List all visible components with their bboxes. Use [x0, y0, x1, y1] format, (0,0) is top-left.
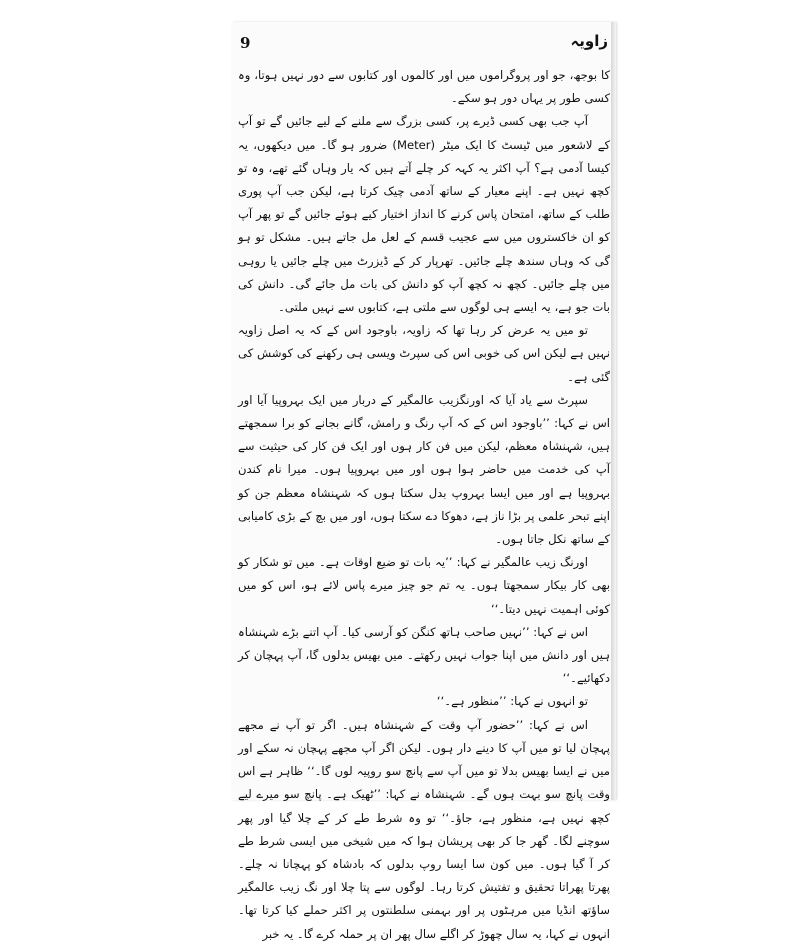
paragraph: کا بوجھ، جو اور پروگراموں میں اور کالموں اور کتابوں سے دور نہیں ہوتا، وہ کسی طور پر یہاں دور ہو سکے۔: [238, 68, 610, 106]
paragraph: تو میں یہ عرض کر رہا تھا کہ زاویہ، باوجود اس کے کہ یہ اصل زاویہ نہیں ہے لیکن اس کی خوبی اس کی سپرٹ ویسی ہی رکھنے کی کوشش کی گئی ہے۔: [238, 323, 610, 384]
body-text: [238, 64, 611, 941]
paragraph: اس نے کہا: ’’حضور آپ وقت کے شہنشاہ ہیں۔ اگر تو آپ نے مجھے پہچان لیا تو میں آپ کا دینے دار ہوں۔ لیکن اگر آپ مجھے پہچان نہ سکے اور میں نے ایسا بھیس بدلا تو میں آپ سے پانچ سو روپیہ لوں گا۔‘‘ ظاہر ہے اس وقت پانچ سو بہت ہوں گے۔ شہنشاہ نے کہا: ’’ٹھیک ہے۔ پانچ سو میرے لیے کچھ نہیں ہے، منظور ہے، جاؤ۔‘‘ تو وہ شرط طے کر کے چلا گیا اور پھر سوچنے لگا۔ گھر جا کر بھی پریشان ہوا کہ میں شیخی میں ایسی شرط طے کر آ گیا ہوں۔ میں کون سا ایسا روپ بدلوں کہ بادشاہ کو پہچانا نہ چلے۔ پھرتا پھراتا تحقیق و تفتیش کرتا رہا۔ لوگوں سے پتا چلا اور نگ زیب عالمگیر ساؤتھ انڈیا میں مرہٹوں پر اور بہمنی سلطنتوں پر اکثر حملے کیا کرتا تھا۔ انہوں نے کہا، یہ سال چھوڑ کر اگلے سال پھر ان پر حملہ کرے گا۔ یہ خبر: [238, 717, 610, 941]
page-header: [232, 34, 616, 58]
paragraph: تو انہوں نے کہا: ’’منظور ہے۔‘‘: [436, 694, 588, 709]
book-page: [232, 22, 616, 941]
paragraph: آپ جب بھی کسی ڈیرے پر، کسی بزرگ سے ملنے کے لیے جائیں گے تو آپ کے لاشعور میں ٹیسٹ کا ایک میٹر (Meter) ضرور ہو گا۔ میں دیکھوں، یہ کیسا آدمی ہے؟ آپ اکثر یہ کہہ کر چلے آتے ہیں کہ یار وہاں گئے تھے، وہ تو کچھ نہیں ہے۔ اپنے معیار کے ساتھ آدمی چیک کرتا ہے، لیکن جب آپ پوری طلب کے ساتھ، امتحان پاس کرنے کا انداز اختیار کیے ہوئے جائیں گے تو پھر آپ کو ان خاکستروں میں سے عجیب قسم کے لعل مل جاتے ہیں۔ مشکل تو ہو گی کہ وہاں سندھ چلے جائیں۔ تھرپار کر کے ڈیزرٹ میں چلے جائیں یا روہی میں چلے جائیں۔ کچھ نہ کچھ آپ کو دانش کی بات مل جائے گی۔ دانش کی بات جو ہے، یہ ایسے ہی لوگوں سے ملتی ہے، کتابوں سے نہیں ملتی۔: [238, 114, 611, 315]
page-number: 9: [240, 34, 251, 52]
paragraph: سپرٹ سے یاد آیا کہ اورنگزیب عالمگیر کے دربار میں ایک بہروپیا آیا اور اس نے کہا: ’’باوجود اس کے کہ آپ رنگ و رامش، گانے بجانے کو برا سمجھتے ہیں، شہنشاہ معظم، لیکن میں فن کار ہوں اور ایک فن کار کی حیثیت سے آپ کی خدمت میں حاضر ہوا ہوں اور میں بہروپیا ہوں۔ میرا نام کندن بہروپیا ہے اور میں ایسا بہروپ بدل سکتا ہوں کہ شہنشاہ معظم جن کو اپنے تبحر علمی پر بڑا ناز ہے، دھوکا دے سکتا ہوں، اور میں بچ کے بڑی کامیابی کے ساتھ نکل جاتا ہوں۔: [238, 392, 610, 547]
paragraph: اورنگ زیب عالمگیر نے کہا: ’’یہ بات تو ضیع اوقات ہے۔ میں تو شکار کو بھی کار بیکار سمجھتا ہوں۔ یہ تم جو چیز میرے پاس لائے ہو، اس کو میں کوئی اہمیت نہیں دیتا۔‘‘: [238, 555, 610, 616]
page-edge-shadow: [611, 22, 616, 800]
running-title: زاویہ: [570, 32, 608, 50]
paragraph: اس نے کہا: ’’نہیں صاحب ہاتھ کنگن کو آرسی کیا۔ آپ اتنے بڑے شہنشاہ ہیں اور دانش میں اپنا جواب نہیں رکھتے۔ میں بھیس بدلوں گا، آپ پہچان کر دکھائیے۔‘‘: [238, 624, 610, 686]
